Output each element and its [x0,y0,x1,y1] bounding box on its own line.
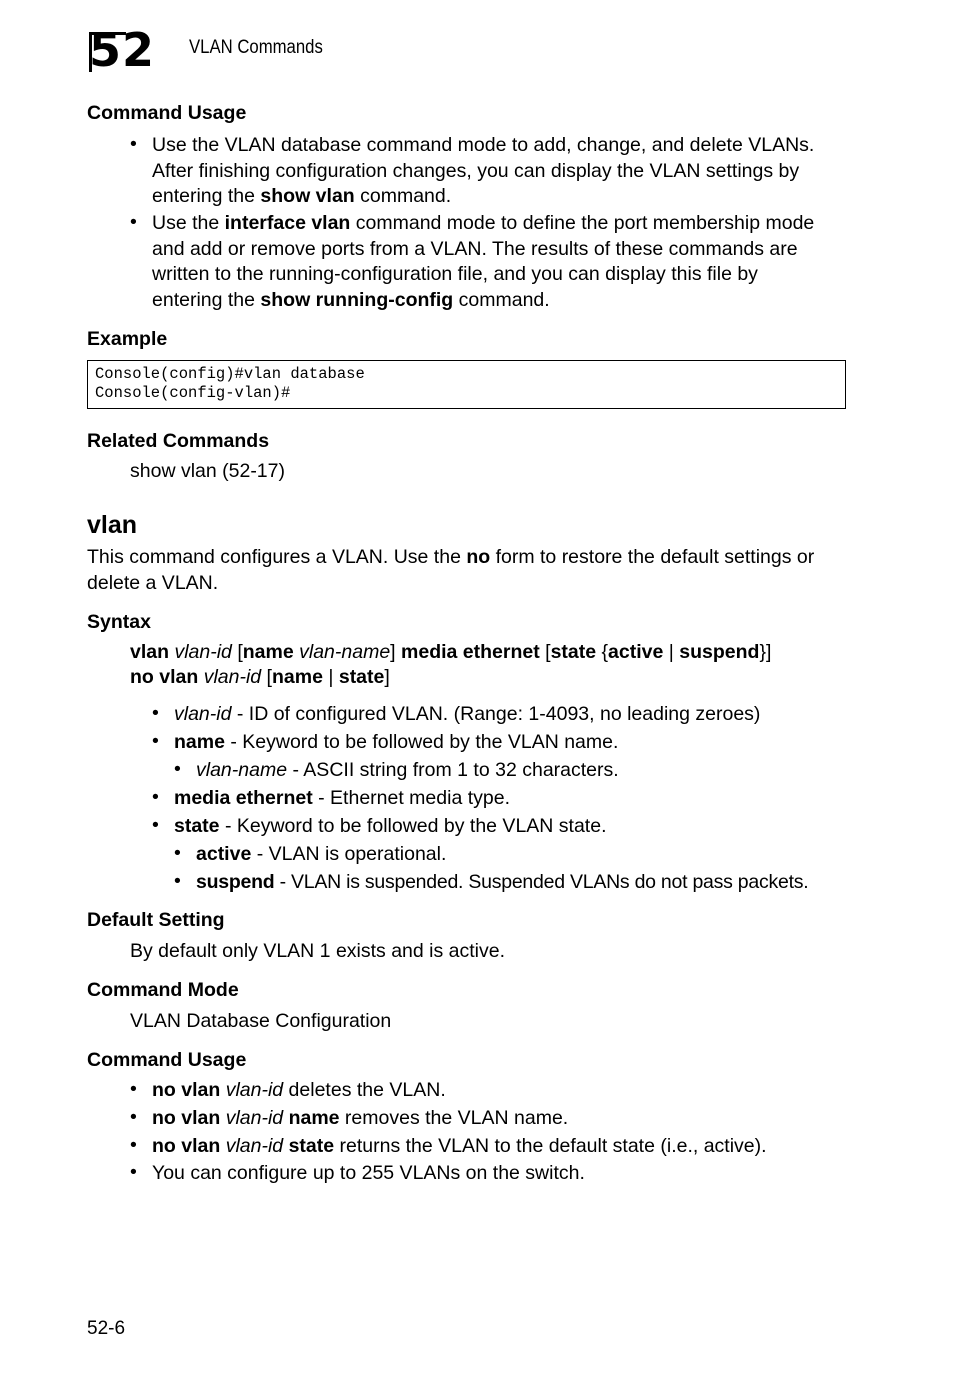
syntax-line: no vlan vlan-id [name | state] [130,666,390,688]
usage-text: Use the VLAN database command mode to add, change, and delete VLANs. [152,134,815,156]
heading-related-commands: Related Commands [87,430,270,452]
default-setting-text: By default only VLAN 1 exists and is active. [130,940,506,962]
chapter-number: 52 [89,23,156,77]
heading-default-setting: Default Setting [87,909,225,931]
code-line: Console(config-vlan)# [95,384,291,402]
page-number: 52-6 [87,1318,126,1339]
bullet: • [130,211,137,233]
section-description: This command configures a VLAN. Use the no form to restore the default settings or delete a VLAN. [87,546,815,594]
bullet: • [152,702,159,724]
heading-command-usage: Command Usage [87,102,247,124]
usage-text: After finishing configuration changes, you can display the VLAN settings by [152,159,800,182]
bullet: • [130,1134,137,1156]
heading-command-usage: Command Usage [87,1049,247,1071]
heading-command-mode: Command Mode [87,979,239,1001]
bullet: • [152,730,159,752]
code-line: Console(config)#vlan database [95,365,365,383]
code-example [87,360,846,409]
bullet: • [174,842,181,864]
bullet: • [174,758,181,780]
usage-text: Use the interface vlan command mode to define the port membership mode [152,212,815,234]
chapter-title: VLAN Commands [189,37,323,58]
bullet: • [152,814,159,836]
command-mode-text: VLAN Database Configuration [130,1010,392,1032]
bullet: • [130,1078,137,1100]
section-title: vlan [87,511,138,539]
bullet: • [130,1106,137,1128]
bullet: • [130,1161,137,1183]
bullet: • [130,133,137,155]
syntax-line: vlan vlan-id [name vlan-name] media ethernet [state {active | suspend}] [130,641,772,663]
bullet: • [174,870,181,892]
heading-syntax: Syntax [87,611,151,633]
related-command-link: show vlan (52-17) [130,460,285,482]
heading-example: Example [87,328,168,350]
bullet: • [152,786,159,808]
usage-text: written to the running-configuration file, and you can display this file by [152,263,758,285]
usage-text: entering the show vlan command. [152,185,452,207]
usage-text: entering the show running-config command. [152,288,550,311]
usage-text: and add or remove ports from a VLAN. The results of these commands are [152,237,798,260]
